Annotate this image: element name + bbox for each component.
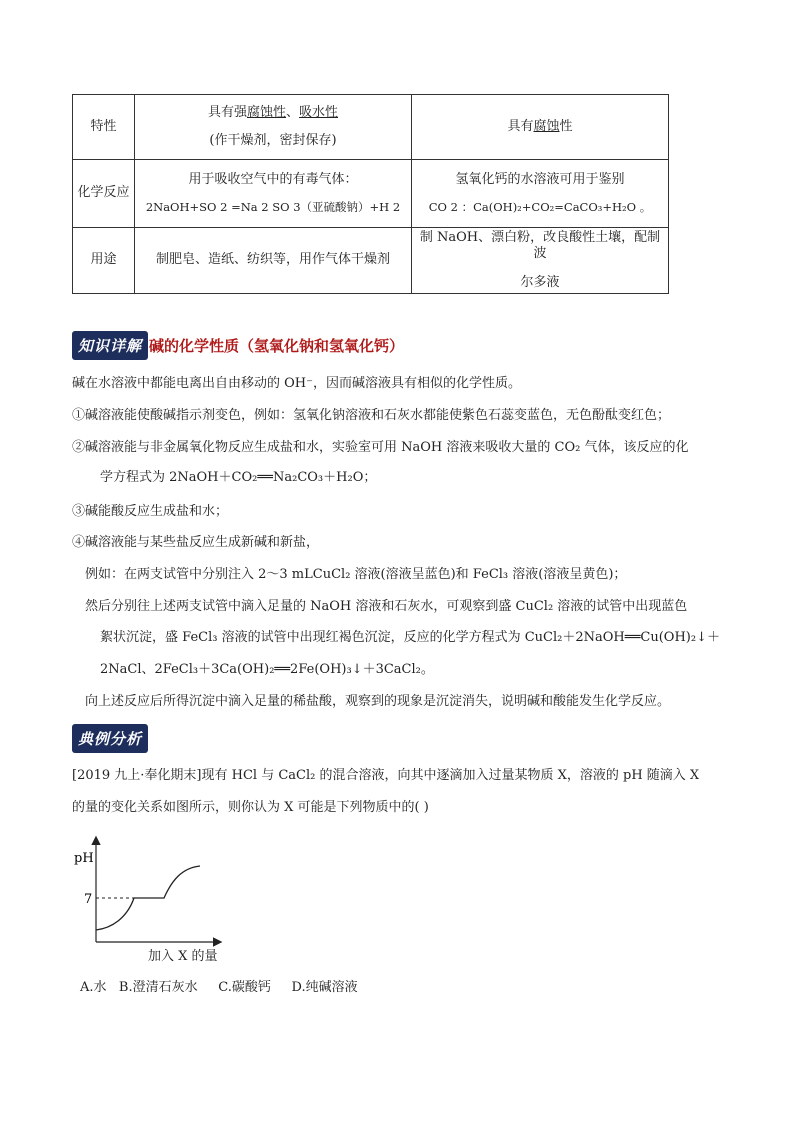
question-text: 的量的变化关系如图所示，则你认为 X 可能是下列物质中的( ) bbox=[72, 800, 429, 815]
section-badge: 知识详解 bbox=[72, 331, 148, 360]
y-axis-label: pH bbox=[74, 851, 94, 866]
section-heading-knowledge bbox=[72, 331, 404, 360]
paragraph: 向上述反应后所得沉淀中滴入足量的稀盐酸，观察到的现象是沉淀消失，说明碱和酸能发生化学反应。 bbox=[85, 694, 671, 709]
x-axis-label: 加入 X 的量 bbox=[148, 949, 218, 964]
paragraph: 碱在水溶液中都能电离出自由移动的 OH⁻，因而碱溶液具有相似的化学性质。 bbox=[72, 376, 521, 391]
ph-graph bbox=[72, 830, 232, 960]
naoh-reaction-equation: 2NaOH+SO 2 =Na 2 SO 3（亚硫酸钠）+H 2 bbox=[145, 200, 401, 215]
text: 、 bbox=[286, 104, 300, 120]
naoh-use-cell: 制肥皂、造纸、纺织等，用作气体干燥剂 bbox=[135, 228, 412, 294]
table-row bbox=[73, 160, 669, 228]
row-label: 特性 bbox=[73, 95, 135, 160]
section-badge: 典例分析 bbox=[72, 724, 148, 753]
paragraph: ①碱溶液能使酸碱指示剂变色，例如：氢氧化钠溶液和石灰水都能使紫色石蕊变蓝色，无色酚酞变红色； bbox=[72, 408, 671, 423]
row-label: 用途 bbox=[73, 228, 135, 294]
properties-table bbox=[72, 94, 669, 294]
table-row bbox=[73, 95, 669, 160]
section-title: 碱的化学性质（氢氧化钠和氢氧化钙） bbox=[149, 337, 405, 355]
question-text: [2019 九上·奉化期末]现有 HCl 与 CaCl₂ 的混合溶液，向其中逐滴加入过量某物质 X，溶液的 pH 随滴入 X bbox=[72, 768, 700, 783]
paragraph: 例如：在两支试管中分别注入 2～3 mLCuCl₂ 溶液(溶液呈蓝色)和 FeCl₃ 溶液(溶液呈黄色)； bbox=[85, 567, 627, 582]
paragraph: 絮状沉淀，盛 FeCl₃ 溶液的试管中出现红褐色沉淀，反应的化学方程式为 CuCl₂＋2NaOH══Cu(OH)₂↓＋ bbox=[100, 630, 720, 645]
paragraph: 2NaCl、2FeCl₃＋3Ca(OH)₂══2Fe(OH)₃↓＋3CaCl₂。 bbox=[100, 662, 434, 677]
caoh-reaction-equation: CO 2 ：Ca(OH)₂+CO₂=CaCO₃+H₂O 。 bbox=[428, 200, 652, 215]
answer-options: A.水 B.澄清石灰水 C.碳酸钙 D.纯碱溶液 bbox=[80, 980, 358, 995]
naoh-reaction-cell bbox=[135, 160, 412, 228]
y-tick-label: 7 bbox=[84, 892, 93, 907]
section-heading-example bbox=[72, 724, 148, 753]
caoh-use-line: 尔多液 bbox=[520, 274, 560, 290]
caoh-reaction-cell bbox=[412, 160, 669, 228]
naoh-reaction-line: 用于吸收空气中的有毒气体： bbox=[188, 172, 358, 188]
caoh-property-cell bbox=[412, 95, 669, 160]
paragraph: 然后分别往上述两支试管中滴入足量的 NaOH 溶液和石灰水，可观察到盛 CuCl₂ 溶液的试管中出现蓝色 bbox=[85, 599, 688, 614]
caoh-use-line: 制 NaOH、漂白粉，改良酸性土壤，配制波 bbox=[419, 230, 661, 262]
paragraph: ③碱能酸反应生成盐和水； bbox=[72, 504, 229, 519]
paragraph: 学方程式为 2NaOH＋CO₂══Na₂CO₃＋H₂O； bbox=[100, 470, 377, 485]
row-label: 化学反应 bbox=[73, 160, 135, 228]
table-row bbox=[73, 228, 669, 294]
text: 具有强 bbox=[207, 104, 247, 120]
ph-curve bbox=[96, 866, 200, 930]
naoh-property-note: (作干燥剂，密封保存) bbox=[209, 133, 337, 148]
underlined-text: 吸水性 bbox=[299, 104, 339, 120]
text: 具有 bbox=[507, 118, 534, 134]
underlined-text: 腐蚀性 bbox=[246, 104, 286, 120]
paragraph: ②碱溶液能与非金属氧化物反应生成盐和水，实验室可用 NaOH 溶液来吸收大量的 CO₂ 气体，该反应的化 bbox=[72, 440, 689, 455]
caoh-use-cell bbox=[412, 228, 669, 294]
naoh-property-line bbox=[137, 105, 409, 121]
caoh-reaction-line: 氢氧化钙的水溶液可用于鉴别 bbox=[455, 172, 625, 188]
underlined-text: 腐蚀 bbox=[533, 118, 560, 134]
naoh-property-cell bbox=[135, 95, 412, 160]
text: 性 bbox=[559, 118, 573, 134]
paragraph: ④碱溶液能与某些盐反应生成新碱和新盐， bbox=[72, 535, 320, 550]
